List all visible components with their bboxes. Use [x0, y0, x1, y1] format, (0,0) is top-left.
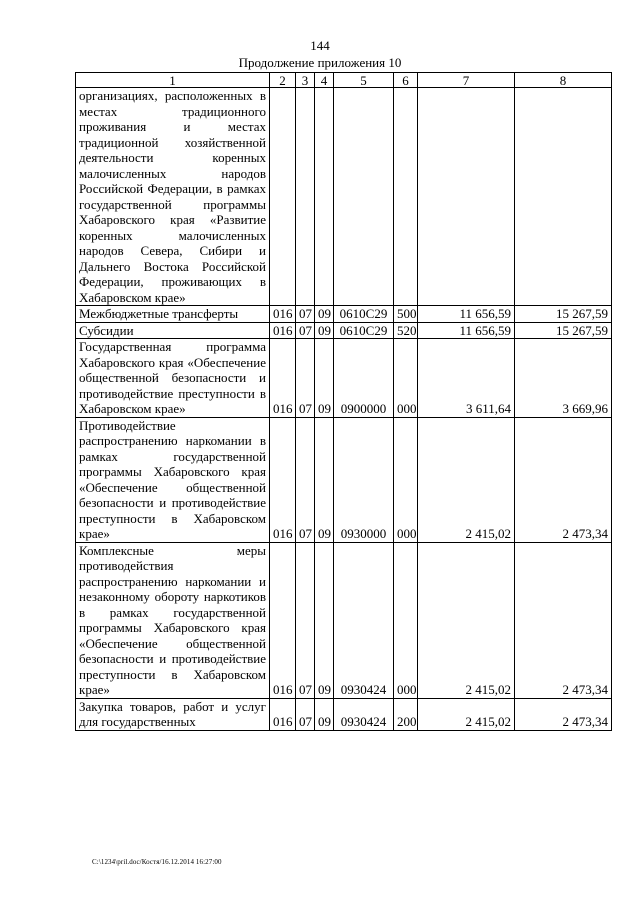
cell-amount-col7: 11 656,59 [418, 306, 515, 323]
cell-target-article: 0610С29 [334, 322, 394, 339]
cell-amount-col7: 2 415,02 [418, 417, 515, 542]
cell-expense-type: 520 [394, 322, 418, 339]
table-row [76, 542, 612, 698]
table-row [76, 322, 612, 339]
appendix-continuation-title: Продолжение приложения 10 [238, 55, 402, 70]
cell-amount-col7: 3 611,64 [418, 339, 515, 418]
column-header: 1 [76, 73, 270, 88]
cell-target-article: 0610С29 [334, 306, 394, 323]
cell-target-article: 0900000 [334, 339, 394, 418]
cell-section: 07 [296, 339, 315, 418]
page-number: 144 [310, 38, 330, 53]
item-name: Закупка товаров, работ и услуг для государственных [76, 698, 270, 730]
cell-amount-col7: 2 415,02 [418, 542, 515, 698]
cell-ministry-code: 016 [270, 417, 296, 542]
item-name: Противодействие распространению наркомании в рамках государственной программы Хабаровского края «Обеспечение общественной безопасности и противодействие преступности в Хабаровском крае» [76, 417, 270, 542]
cell-expense-type [394, 88, 418, 306]
cell-amount-col8: 15 267,59 [515, 306, 612, 323]
column-header: 7 [418, 73, 515, 88]
table-row [76, 306, 612, 323]
column-header: 3 [296, 73, 315, 88]
item-name: Комплексные меры противодействия распространению наркомании и незаконному обороту наркотиков в рамках государственной программы Хабаровского края «Обеспечение общественной безопасности и противодействие преступности в Хабаровском крае» [76, 542, 270, 698]
cell-ministry-code: 016 [270, 322, 296, 339]
table-row [76, 88, 612, 306]
cell-expense-type: 000 [394, 417, 418, 542]
cell-expense-type: 200 [394, 698, 418, 730]
cell-section: 07 [296, 306, 315, 323]
cell-amount-col7: 11 656,59 [418, 322, 515, 339]
cell-expense-type: 500 [394, 306, 418, 323]
cell-section [296, 88, 315, 306]
cell-section: 07 [296, 417, 315, 542]
cell-amount-col8: 2 473,34 [515, 417, 612, 542]
cell-subsection: 09 [315, 339, 334, 418]
cell-ministry-code: 016 [270, 542, 296, 698]
cell-ministry-code: 016 [270, 698, 296, 730]
column-header: 6 [394, 73, 418, 88]
file-path-footer: C:\1234\pril.doc/Костя/16.12.2014 16:27:00 [92, 858, 222, 866]
cell-section: 07 [296, 322, 315, 339]
cell-expense-type: 000 [394, 339, 418, 418]
item-name: Субсидии [76, 322, 270, 339]
column-header: 4 [315, 73, 334, 88]
cell-amount-col8: 3 669,96 [515, 339, 612, 418]
budget-table [75, 72, 612, 731]
cell-amount-col8 [515, 88, 612, 306]
table-row [76, 698, 612, 730]
cell-amount-col7: 2 415,02 [418, 698, 515, 730]
cell-subsection [315, 88, 334, 306]
cell-target-article: 0930424 [334, 698, 394, 730]
table-row [76, 417, 612, 542]
cell-target-article: 0930000 [334, 417, 394, 542]
cell-target-article: 0930424 [334, 542, 394, 698]
column-header: 2 [270, 73, 296, 88]
cell-subsection: 09 [315, 417, 334, 542]
cell-amount-col7 [418, 88, 515, 306]
table-row [76, 339, 612, 418]
cell-subsection: 09 [315, 542, 334, 698]
cell-amount-col8: 2 473,34 [515, 542, 612, 698]
cell-expense-type: 000 [394, 542, 418, 698]
column-header: 5 [334, 73, 394, 88]
cell-ministry-code: 016 [270, 306, 296, 323]
cell-subsection: 09 [315, 306, 334, 323]
cell-ministry-code [270, 88, 296, 306]
cell-section: 07 [296, 698, 315, 730]
column-header: 8 [515, 73, 612, 88]
cell-amount-col8: 2 473,34 [515, 698, 612, 730]
item-name: организациях, расположенных в местах традиционного проживания и местах традиционной хозяйственной деятельности коренных малочисленных народов Российской Федерации, в рамках государственной программы Хабаровского края «Развитие коренных малочисленных народов Севера, Сибири и Дальнего Востока Российской Федерации, проживающих в Хабаровском крае» [76, 88, 270, 306]
cell-section: 07 [296, 542, 315, 698]
cell-amount-col8: 15 267,59 [515, 322, 612, 339]
cell-target-article [334, 88, 394, 306]
item-name: Государственная программа Хабаровского края «Обеспечение общественной безопасности и противодействие преступности в Хабаровском крае» [76, 339, 270, 418]
cell-subsection: 09 [315, 322, 334, 339]
column-number-row [76, 73, 612, 88]
item-name: Межбюджетные трансферты [76, 306, 270, 323]
cell-ministry-code: 016 [270, 339, 296, 418]
cell-subsection: 09 [315, 698, 334, 730]
